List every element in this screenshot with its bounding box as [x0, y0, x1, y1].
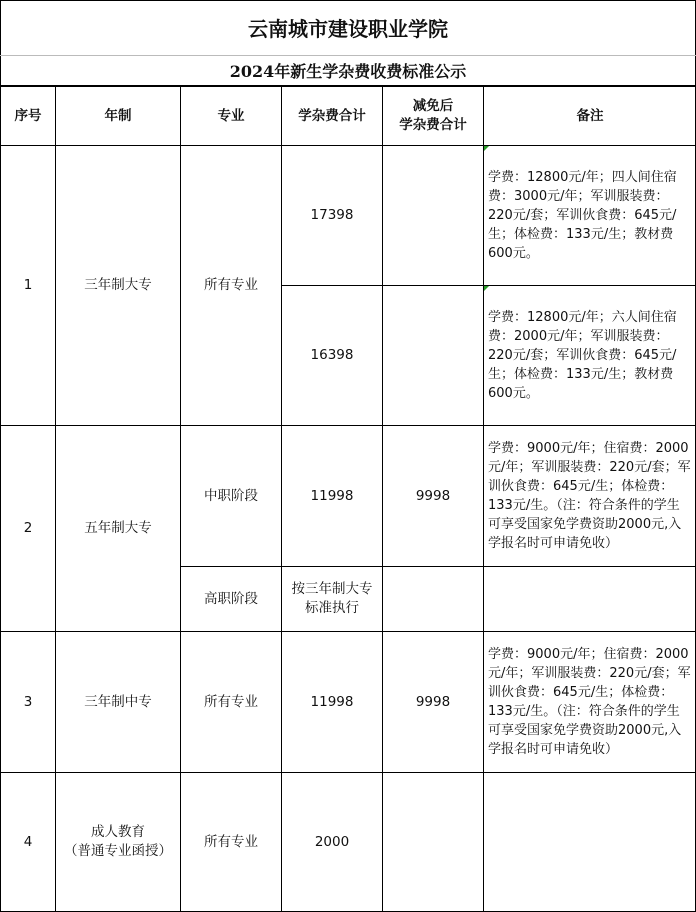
cell-note: [484, 567, 696, 632]
comment-marker-icon: [484, 286, 489, 291]
table-row: [1, 632, 696, 773]
cell-total-fee: 11998: [282, 426, 383, 567]
cell-reduced-fee: [383, 773, 484, 912]
header-row: [1, 87, 696, 146]
col-header-major: 专业: [181, 87, 282, 146]
col-header-program: 年制: [56, 87, 181, 146]
table-row: [1, 146, 696, 286]
table-row: [1, 773, 696, 912]
cell-reduced-fee: 9998: [383, 632, 484, 773]
note-text: 学费：12800元/年；四人间住宿费：3000元/年；军训服装费：220元/套；军训伙食费：645元/生；体检费：133元/生；教材费600元。: [488, 170, 677, 261]
col-header-note: 备注: [484, 87, 696, 146]
cell-no: 4: [1, 773, 56, 912]
cell-note: 学费：9000元/年；住宿费：2000元/年；军训服装费：220元/套；军训伙食费：645元/生；体检费：133元/生。（注：符合条件的学生可享受国家免学费资助2000元,入学报名时可申请免收）: [484, 632, 696, 773]
cell-note: [484, 146, 696, 286]
cell-program: 三年制中专: [56, 632, 181, 773]
cell-reduced-fee: 9998: [383, 426, 484, 567]
cell-reduced-fee: [383, 286, 484, 426]
page-title: 云南城市建设职业学院: [0, 0, 696, 56]
cell-note: [484, 286, 696, 426]
col-header-reduced-fee: 减免后 学杂费合计: [383, 87, 484, 146]
cell-program: 五年制大专: [56, 426, 181, 632]
cell-major: 所有专业: [181, 632, 282, 773]
cell-reduced-fee: [383, 567, 484, 632]
cell-note: 学费：9000元/年；住宿费：2000元/年；军训服装费：220元/套；军训伙食费：645元/生；体检费：133元/生。（注：符合条件的学生可享受国家免学费资助2000元,入学报名时可申请免收）: [484, 426, 696, 567]
cell-program: 成人教育 （普通专业函授）: [56, 773, 181, 912]
cell-major: 所有专业: [181, 146, 282, 426]
cell-total-fee: 2000: [282, 773, 383, 912]
comment-marker-icon: [484, 146, 489, 151]
cell-total-fee: 16398: [282, 286, 383, 426]
cell-reduced-fee: [383, 146, 484, 286]
cell-program: 三年制大专: [56, 146, 181, 426]
cell-no: 1: [1, 146, 56, 426]
cell-note: [484, 773, 696, 912]
cell-no: 3: [1, 632, 56, 773]
fee-table: [0, 86, 696, 912]
page-subtitle: 2024年新生学杂费收费标准公示: [0, 55, 696, 86]
cell-total-fee: 11998: [282, 632, 383, 773]
note-text: 学费：12800元/年；六人间住宿费：2000元/年；军训服装费：220元/套；军训伙食费：645元/生；体检费：133元/生；教材费600元。: [488, 310, 677, 401]
table-row: [1, 426, 696, 567]
cell-major: 所有专业: [181, 773, 282, 912]
cell-no: 2: [1, 426, 56, 632]
col-header-total-fee: 学杂费合计: [282, 87, 383, 146]
cell-major: 高职阶段: [181, 567, 282, 632]
col-header-no: 序号: [1, 87, 56, 146]
cell-total-fee: 17398: [282, 146, 383, 286]
cell-total-fee: 按三年制大专标准执行: [282, 567, 383, 632]
cell-major: 中职阶段: [181, 426, 282, 567]
